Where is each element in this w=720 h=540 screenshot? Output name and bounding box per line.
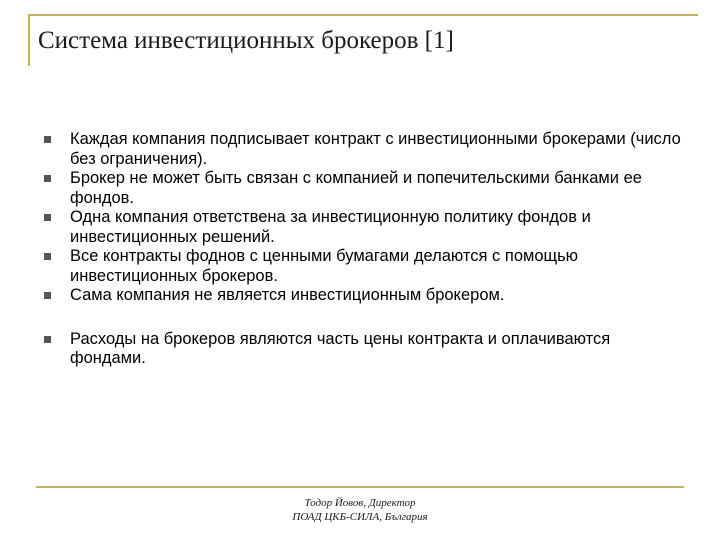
bullet-text: Каждая компания подписывает контракт с инвестиционными брокерами (число без ограничения). [70, 130, 681, 168]
bullet-item [44, 247, 684, 286]
square-bullet-icon [44, 292, 51, 299]
square-bullet-icon [44, 336, 51, 343]
bullet-item [44, 330, 684, 369]
bullet-text: Все контракты фоднов с ценными бумагами делаются с помощью инвестиционных брокеров. [70, 247, 579, 285]
footer [200, 496, 520, 524]
bullet-list [44, 130, 684, 369]
bullet-text: Сама компания не является инвестиционным брокером. [70, 286, 505, 304]
footer-organization: ПОАД ЦКБ-СИЛА, България [292, 511, 428, 523]
title-rule-left [28, 14, 30, 66]
title-rule-top [28, 14, 698, 16]
bullet-text: Брокер не может быть связан с компанией и попечительскими банками ее фондов. [70, 169, 642, 207]
bullet-item [44, 286, 684, 306]
bullet-item [44, 208, 684, 247]
bullet-text: Расходы на брокеров являются часть цены контракта и оплачиваются фондами. [70, 329, 611, 367]
slide-title: Система инвестиционных брокеров [1] [38, 27, 454, 54]
square-bullet-icon [44, 253, 51, 260]
square-bullet-icon [44, 214, 51, 221]
bullet-item [44, 169, 684, 208]
footer-author: Тодор Йовов, Директор [304, 497, 416, 509]
bullet-item [44, 130, 684, 169]
square-bullet-icon [44, 175, 51, 182]
bullet-text: Одна компания ответствена за инвестиционную политику фондов и инвестиционных решений. [70, 208, 591, 246]
square-bullet-icon [44, 136, 51, 143]
footer-rule [36, 486, 684, 488]
